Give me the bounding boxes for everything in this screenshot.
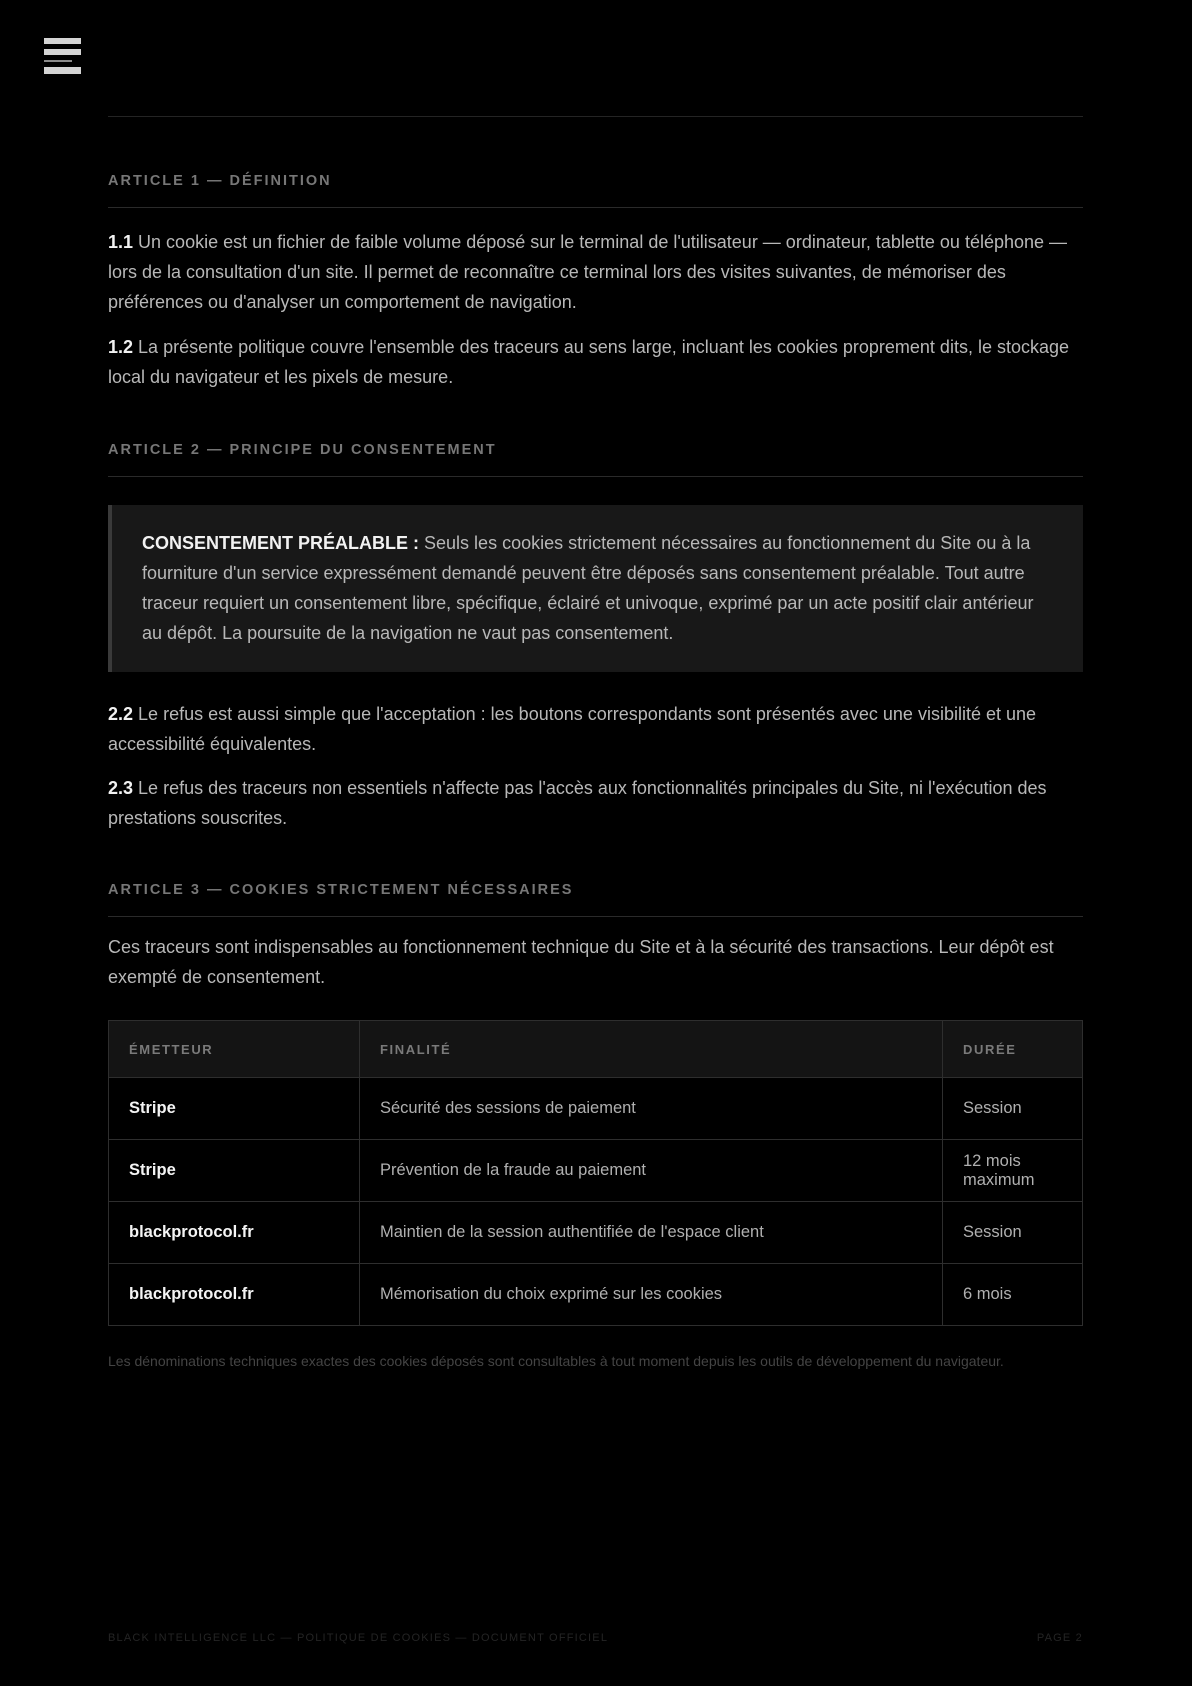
footer-document-label: BLACK INTELLIGENCE LLC — POLITIQUE DE COOKIES — DOCUMENT OFFICIEL xyxy=(108,1632,609,1644)
callout-body: Seuls les cookies strictement nécessaires au fonctionnement du Site ou à la fourniture d'un service expressément demandé peuvent être déposés sans consentement préalable. Tout autre traceur requiert un consentement libre, spécifique, éclairé et univoque, exprimé par un acte positif clair antérieur au dépôt. La poursuite de la navigation ne vaut pas consentement. xyxy=(142,533,1034,643)
paragraph-number: 2.3 xyxy=(108,778,134,798)
paragraph-2-3 xyxy=(108,773,1083,833)
article-3-intro: Ces traceurs sont indispensables au fonctionnement technique du Site et à la sécurité des transactions. Leur dépôt est exempté de consentement. xyxy=(108,937,1054,987)
cell-emitter: blackprotocol.fr xyxy=(109,1202,360,1264)
table-footnote: Les dénominations techniques exactes des cookies déposés sont consultables à tout moment depuis les outils de développement du navigateur. xyxy=(108,1353,1004,1369)
cell-duration: Session xyxy=(943,1202,1083,1264)
article-2-title: ARTICLE 2 — PRINCIPE DU CONSENTEMENT xyxy=(108,442,1083,477)
cell-purpose: Prévention de la fraude au paiement xyxy=(360,1140,943,1202)
paragraph-text: La présente politique couvre l'ensemble des traceurs au sens large, incluant les cookies proprement dits, le stockage local du navigateur et les pixels de mesure. xyxy=(108,337,1070,387)
paragraph-2-2 xyxy=(108,699,1083,759)
cell-duration: 12 mois maximum xyxy=(943,1140,1083,1202)
article-3-title: ARTICLE 3 — COOKIES STRICTEMENT NÉCESSAIRES xyxy=(108,882,1083,917)
table-row xyxy=(109,1264,1083,1326)
cell-purpose: Mémorisation du choix exprimé sur les cookies xyxy=(360,1264,943,1326)
table-row xyxy=(109,1078,1083,1140)
article-1-title: ARTICLE 1 — DÉFINITION xyxy=(108,173,1083,208)
paragraph-number: 2.2 xyxy=(108,704,134,724)
paragraph-number: 1.1 xyxy=(108,232,134,252)
footer-page-number: PAGE 2 xyxy=(1036,1632,1083,1644)
table-header-row xyxy=(109,1021,1083,1078)
cell-purpose: Sécurité des sessions de paiement xyxy=(360,1078,943,1140)
page-footer xyxy=(108,1632,1083,1644)
cell-duration: 6 mois xyxy=(943,1264,1083,1326)
table-row xyxy=(109,1140,1083,1202)
cell-emitter: blackprotocol.fr xyxy=(109,1264,360,1326)
document-page xyxy=(108,116,1083,1383)
cell-duration: Session xyxy=(943,1078,1083,1140)
paragraph-text: Le refus est aussi simple que l'acceptation : les boutons correspondants sont présentés avec une visibilité et une accessibilité équivalentes. xyxy=(108,704,1037,754)
column-header-emitter: ÉMETTEUR xyxy=(109,1021,360,1078)
column-header-purpose: FINALITÉ xyxy=(360,1021,943,1078)
paragraph-number: 1.2 xyxy=(108,337,134,357)
cell-purpose: Maintien de la session authentifiée de l'espace client xyxy=(360,1202,943,1264)
top-divider xyxy=(108,116,1083,117)
paragraph-text: Le refus des traceurs non essentiels n'affecte pas l'accès aux fonctionnalités principales du Site, ni l'exécution des prestations souscrites. xyxy=(108,778,1047,828)
callout-lead: CONSENTEMENT PRÉALABLE : xyxy=(142,533,420,553)
cell-emitter: Stripe xyxy=(109,1140,360,1202)
callout-text xyxy=(142,528,1053,648)
paragraph-1-1 xyxy=(108,227,1083,317)
paragraph-text: Un cookie est un fichier de faible volume déposé sur le terminal de l'utilisateur — ordinateur, tablette ou téléphone — lors de la consultation d'un site. Il permet de reconnaître ce terminal lors des visites suivantes, de mémoriser des préférences ou d'analyser un comportement de navigation. xyxy=(108,232,1068,312)
paragraph-1-2 xyxy=(108,332,1083,392)
consent-callout xyxy=(108,505,1083,672)
column-header-duration: DURÉE xyxy=(943,1021,1083,1078)
cell-emitter: Stripe xyxy=(109,1078,360,1140)
table-row xyxy=(109,1202,1083,1264)
hamburger-menu-icon[interactable] xyxy=(44,38,81,74)
cookies-table xyxy=(108,1020,1083,1326)
